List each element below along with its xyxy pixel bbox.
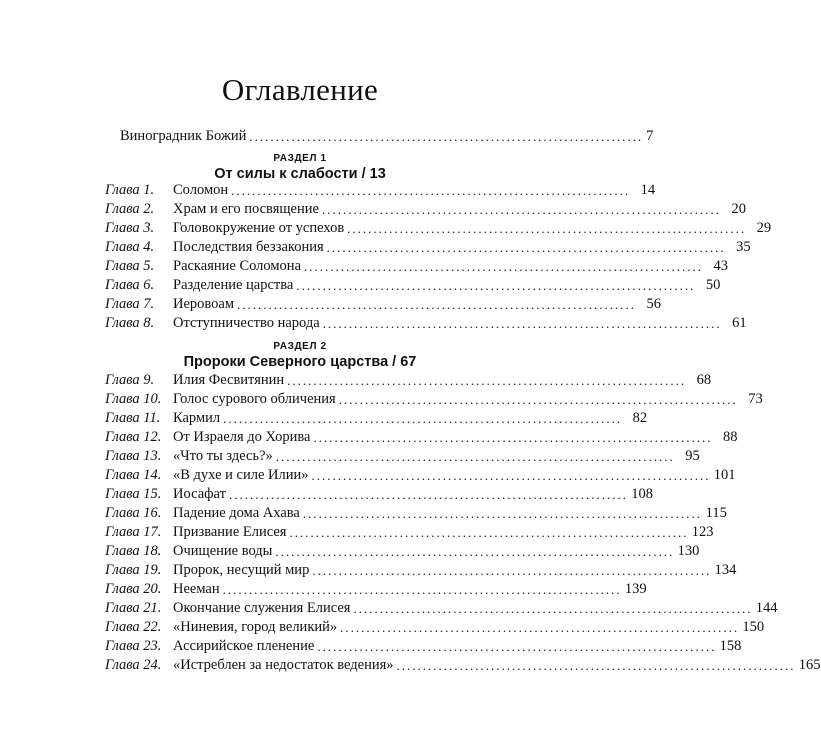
- dot-leader: ............................................................................: [340, 620, 740, 635]
- chapter-page: 43: [713, 258, 729, 274]
- chapter-label: Глава 6.: [105, 277, 155, 293]
- dot-leader: ............................................................................: [275, 449, 675, 464]
- toc-entry-prelude[interactable]: [120, 126, 654, 145]
- chapter-page: 108: [631, 486, 653, 502]
- toc-entry[interactable]: [105, 484, 653, 503]
- chapter-label: Глава 9.: [105, 372, 155, 388]
- chapter-page: 130: [677, 543, 700, 559]
- chapter-title: Нееман: [173, 581, 220, 597]
- chapter-title: Пророк, несущий мир: [173, 562, 310, 578]
- dot-leader: ............................................................................: [321, 202, 721, 217]
- chapter-title: Последствия беззакония: [173, 239, 324, 255]
- dot-leader: ............................................................................: [322, 316, 722, 331]
- toc-entry[interactable]: [105, 199, 746, 218]
- section-title: От силы к слабости / 13: [214, 166, 386, 182]
- dot-leader: ............................................................................: [296, 278, 696, 293]
- entry-title: Виноградник Божий: [120, 128, 247, 144]
- toc-entry[interactable]: [105, 427, 738, 446]
- dot-leader: ...........................................................................: [249, 129, 644, 144]
- chapter-page: 35: [736, 239, 751, 255]
- chapter-label: Глава 19.: [105, 562, 162, 578]
- chapter-page: 68: [696, 372, 712, 388]
- chapter-label: Глава 16.: [105, 505, 162, 521]
- dot-leader: ............................................................................: [222, 582, 622, 597]
- chapter-page: 158: [719, 638, 742, 654]
- toc-entry[interactable]: [105, 446, 700, 465]
- chapter-label: Глава 24.: [105, 657, 162, 673]
- dot-leader: ............................................................................: [312, 563, 712, 578]
- chapter-title: Голос сурового обличения: [173, 391, 336, 407]
- chapter-title: Падение дома Ахава: [173, 505, 300, 521]
- chapter-label: Глава 18.: [105, 543, 162, 559]
- chapter-title: Храм и его посвящение: [173, 201, 319, 217]
- chapter-label: Глава 5.: [105, 258, 155, 274]
- chapter-page: 150: [742, 619, 765, 635]
- dot-leader: ............................................................................: [347, 221, 747, 236]
- chapter-title: Очищение воды: [173, 543, 273, 559]
- chapter-label: Глава 8.: [105, 315, 155, 331]
- chapter-title: «Ниневия, город великий»: [173, 619, 338, 635]
- toc-entry[interactable]: [105, 636, 742, 655]
- toc-entry[interactable]: [105, 180, 656, 199]
- dot-leader: ............................................................................: [275, 544, 675, 559]
- chapter-page: 134: [714, 562, 737, 578]
- chapter-label: Глава 21.: [105, 600, 162, 616]
- section-title: Пророки Северного царства / 67: [183, 354, 417, 370]
- section-heading-2: [0, 341, 600, 370]
- chapter-label: Глава 1.: [105, 182, 155, 198]
- chapter-label: Глава 11.: [105, 410, 161, 426]
- chapter-label: Глава 15.: [105, 486, 162, 502]
- chapter-title: Разделение царства: [173, 277, 294, 293]
- chapter-page: 50: [705, 277, 721, 293]
- dot-leader: ............................................................................: [304, 259, 704, 274]
- chapter-page: 95: [685, 448, 700, 464]
- dot-leader: ............................................................................: [353, 601, 753, 616]
- dot-leader: ............................................................................: [231, 183, 631, 198]
- dot-leader: ............................................................................: [287, 373, 687, 388]
- dot-leader: ............................................................................: [223, 411, 623, 426]
- chapter-page: 20: [731, 201, 746, 217]
- chapter-label: Глава 10.: [105, 391, 162, 407]
- dot-leader: ............................................................................: [313, 430, 713, 445]
- toc-entry[interactable]: [105, 313, 747, 332]
- chapter-title: Соломон: [173, 182, 229, 198]
- dot-leader: ............................................................................: [338, 392, 738, 407]
- chapter-page: 56: [646, 296, 662, 312]
- chapter-page: 82: [632, 410, 648, 426]
- chapter-title: Отступничество народа: [173, 315, 320, 331]
- toc-entry[interactable]: [105, 579, 647, 598]
- chapter-title: Головокружение от успехов: [173, 220, 345, 236]
- chapter-title: Иосафат: [173, 486, 226, 502]
- chapter-title: «Что ты здесь?»: [173, 448, 273, 464]
- dot-leader: ............................................................................: [289, 525, 689, 540]
- chapter-page: 14: [640, 182, 656, 198]
- chapter-page: 139: [624, 581, 647, 597]
- dot-leader: ............................................................................: [326, 240, 726, 255]
- dot-leader: ............................................................................: [228, 487, 628, 502]
- chapter-label: Глава 7.: [105, 296, 155, 312]
- chapter-page: 165: [798, 657, 821, 673]
- chapter-title: Ассирийское пленение: [173, 638, 315, 654]
- chapter-label: Глава 20.: [105, 581, 162, 597]
- chapter-page: 61: [732, 315, 747, 331]
- chapter-list-1: [105, 180, 772, 332]
- dot-leader: ............................................................................: [317, 639, 717, 654]
- chapter-page: 73: [748, 391, 763, 407]
- chapter-label: Глава 4.: [105, 239, 155, 255]
- page-title: Оглавление: [221, 72, 379, 107]
- chapter-page: 115: [705, 505, 727, 521]
- chapter-title: Раскаяние Соломона: [173, 258, 302, 274]
- chapter-label: Глава 12.: [105, 429, 162, 445]
- chapter-label: Глава 14.: [105, 467, 162, 483]
- chapter-list-2: [105, 370, 821, 674]
- toc-entry[interactable]: [105, 598, 778, 617]
- dot-leader: ............................................................................: [396, 658, 796, 673]
- chapter-label: Глава 3.: [105, 220, 155, 236]
- chapter-label: Глава 2.: [105, 201, 155, 217]
- toc-entry[interactable]: [105, 541, 700, 560]
- chapter-title: «В духе и силе Илии»: [173, 467, 309, 483]
- chapter-page: 144: [755, 600, 778, 616]
- toc-entry[interactable]: [105, 465, 736, 484]
- chapter-label: Глава 17.: [105, 524, 162, 540]
- chapter-title: Окончание служения Елисея: [173, 600, 351, 616]
- chapter-title: Илия Фесвитянин: [173, 372, 285, 388]
- toc-entry[interactable]: [105, 256, 729, 275]
- toc-entry[interactable]: [105, 408, 648, 427]
- chapter-label: Глава 23.: [105, 638, 162, 654]
- toc-entry[interactable]: [105, 522, 714, 541]
- toc-entry[interactable]: [105, 655, 821, 674]
- chapter-title: Иеровоам: [173, 296, 235, 312]
- toc-entry[interactable]: [105, 218, 772, 237]
- toc-entry[interactable]: [105, 237, 751, 256]
- chapter-title: Призвание Елисея: [173, 524, 287, 540]
- chapter-page: 88: [722, 429, 738, 445]
- section-kicker: РАЗДЕЛ 2: [273, 341, 327, 352]
- chapter-page: 101: [713, 467, 736, 483]
- chapter-label: Глава 22.: [105, 619, 162, 635]
- chapter-label: Глава 13.: [105, 448, 162, 464]
- toc-entry[interactable]: [105, 617, 765, 636]
- chapter-page: 29: [756, 220, 772, 236]
- toc-entry[interactable]: [105, 294, 662, 313]
- chapter-title: Кармил: [173, 410, 221, 426]
- toc-entry[interactable]: [105, 560, 737, 579]
- toc-entry[interactable]: [105, 389, 763, 408]
- dot-leader: ............................................................................: [311, 468, 711, 483]
- toc-entry[interactable]: [105, 370, 712, 389]
- section-heading-1: [0, 153, 600, 182]
- chapter-page: 123: [691, 524, 714, 540]
- toc-entry[interactable]: [105, 503, 727, 522]
- toc-entry[interactable]: [105, 275, 721, 294]
- section-kicker: РАЗДЕЛ 1: [273, 153, 327, 164]
- entry-page: 7: [646, 128, 654, 144]
- chapter-title: «Истреблен за недостаток ведения»: [173, 657, 394, 673]
- chapter-title: От Израеля до Хорива: [173, 429, 311, 445]
- dot-leader: ............................................................................: [237, 297, 637, 312]
- dot-leader: ............................................................................: [302, 506, 702, 521]
